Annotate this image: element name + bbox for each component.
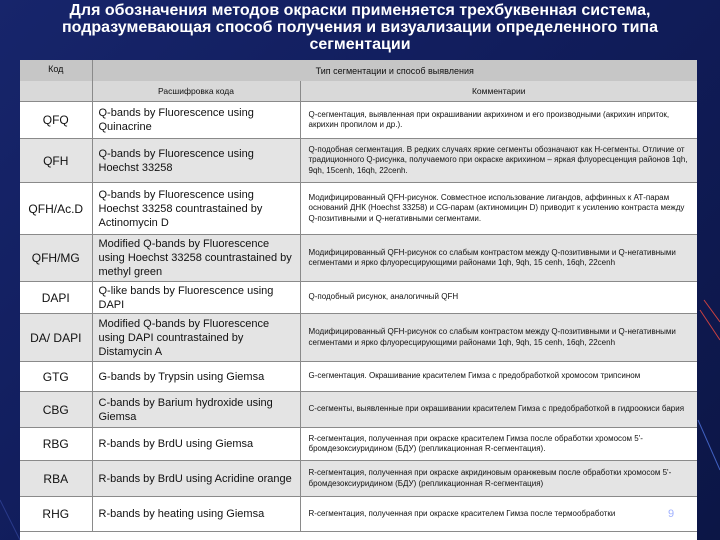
header-type: Тип сегментации и способ выявления [92, 60, 697, 81]
method-comment: Q-подобная сегментация. В редких случаях яркие сегменты обозначают как Н-сегменты. Отличие от традиционного Q-рисунка, получаемого при окраске акрихином – яркая флуоресценция районов 1qh, 9qh, 15cenh, 16qh, 22cenh. [300, 139, 697, 183]
method-decoding: R-bands by heating using Giemsa [92, 497, 300, 532]
method-decoding: R-bands by BrdU using Acridine orange [92, 461, 300, 497]
staining-methods-table [20, 60, 697, 540]
title-line-3: сегментации [309, 36, 411, 53]
header-comments: Комментарии [300, 81, 697, 102]
method-decoding: R-bands by BrdU using Giemsa [92, 428, 300, 461]
method-comment: C-сегменты, выявленные при окрашивании красителем Гимза с предобработкой в гидроокиси бария [300, 392, 697, 428]
header-empty [20, 81, 92, 102]
method-decoding: Modified Q-bands by Fluorescence using Hoechst 33258 countrastained by methyl green [92, 235, 300, 282]
method-comment: R-сегментация, полученная при окраске красителем Гимза после термообработки [300, 497, 697, 532]
method-decoding: Q-bands by Fluorescence using Hoechst 33258 [92, 139, 300, 183]
table-row [20, 102, 697, 139]
method-comment: G-сегментация. Окрашивание красителем Гимза с предобработкой хромосом трипсином [300, 362, 697, 392]
header-code: Код [20, 60, 92, 81]
table-row [20, 461, 697, 497]
table-row [20, 314, 697, 362]
method-comment: R-сегментация, полученная при окраске красителем Гимза после обработки хромосом 5'-бромдезоксиуридином (БДУ) (репликационная R-сегментация). [300, 428, 697, 461]
method-decoding: Q-bands by Fluorescence using Quinacrine [92, 102, 300, 139]
method-decoding: Modified Q-bands by Fluorescence using DAPI countrastained by Distamycin A [92, 314, 300, 362]
method-code: CBG [20, 392, 92, 428]
table-row [20, 139, 697, 183]
table-row [20, 392, 697, 428]
method-code: QFH [20, 139, 92, 183]
method-code: RBG [20, 428, 92, 461]
method-code: DAPI [20, 282, 92, 314]
title-line-2: подразумевающая способ получения и визуализации определенного типа [62, 19, 658, 36]
method-code: DA/ DAPI [20, 314, 92, 362]
header-decoding: Расшифровка кода [92, 81, 300, 102]
slide-title [0, 2, 720, 53]
method-comment: Модифицированный QFH-рисунок со слабым контрастом между Q-позитивными и Q-негативными сегментами и ярко флуоресцирующими районами 1qh, 9qh, 15 cenh, 16qh, 22cenh [300, 235, 697, 282]
method-code: RHG [20, 497, 92, 532]
method-comment: R-сегментация, полученная при окраске акридиновым оранжевым после обработки хромосом 5'-бромдезоксиуридином (БДУ) (репликационная R-сегментация) [300, 461, 697, 497]
table-row [20, 183, 697, 235]
method-code: QFH/MG [20, 235, 92, 282]
title-line-1: Для обозначения методов окраски применяется трехбуквенная система, [69, 2, 651, 19]
table-body [20, 102, 697, 532]
table-row [20, 235, 697, 282]
method-comment: Модифицированный QFH-рисунок. Совместное использование лигандов, аффинных к АТ-парам оснований ДНК (Hoechst 33258) и CG-парам (актиномицин D) приводит к усилению контраста между Q-позитивными и Q-негативными сегментами. [300, 183, 697, 235]
method-code: RBA [20, 461, 92, 497]
method-code: GTG [20, 362, 92, 392]
method-decoding: Q-bands by Fluorescence using Hoechst 33258 countrastained by Actinomycin D [92, 183, 300, 235]
method-comment: Q-сегментация, выявленная при окрашивании акрихином и его производными (акрихин иприток, акрихин пропилом и др.). [300, 102, 697, 139]
table-row [20, 362, 697, 392]
method-comment: Модифицированный QFH-рисунок со слабым контрастом между Q-позитивными и Q-негативными сегментами и ярко флуоресцирующими районами 1qh, 9qh, 15 cenh, 16qh, 22cenh [300, 314, 697, 362]
method-code: QFH/Ac.D [20, 183, 92, 235]
method-code: QFQ [20, 102, 92, 139]
page-number: 9 [668, 508, 675, 520]
table-row [20, 428, 697, 461]
method-decoding: C-bands by Barium hydroxide using Giemsa [92, 392, 300, 428]
method-comment: Q-подобный рисунок, аналогичный QFH [300, 282, 697, 314]
method-decoding: G-bands by Trypsin using Giemsa [92, 362, 300, 392]
method-decoding: Q-like bands by Fluorescence using DAPI [92, 282, 300, 314]
table-row [20, 282, 697, 314]
table-row [20, 497, 697, 532]
